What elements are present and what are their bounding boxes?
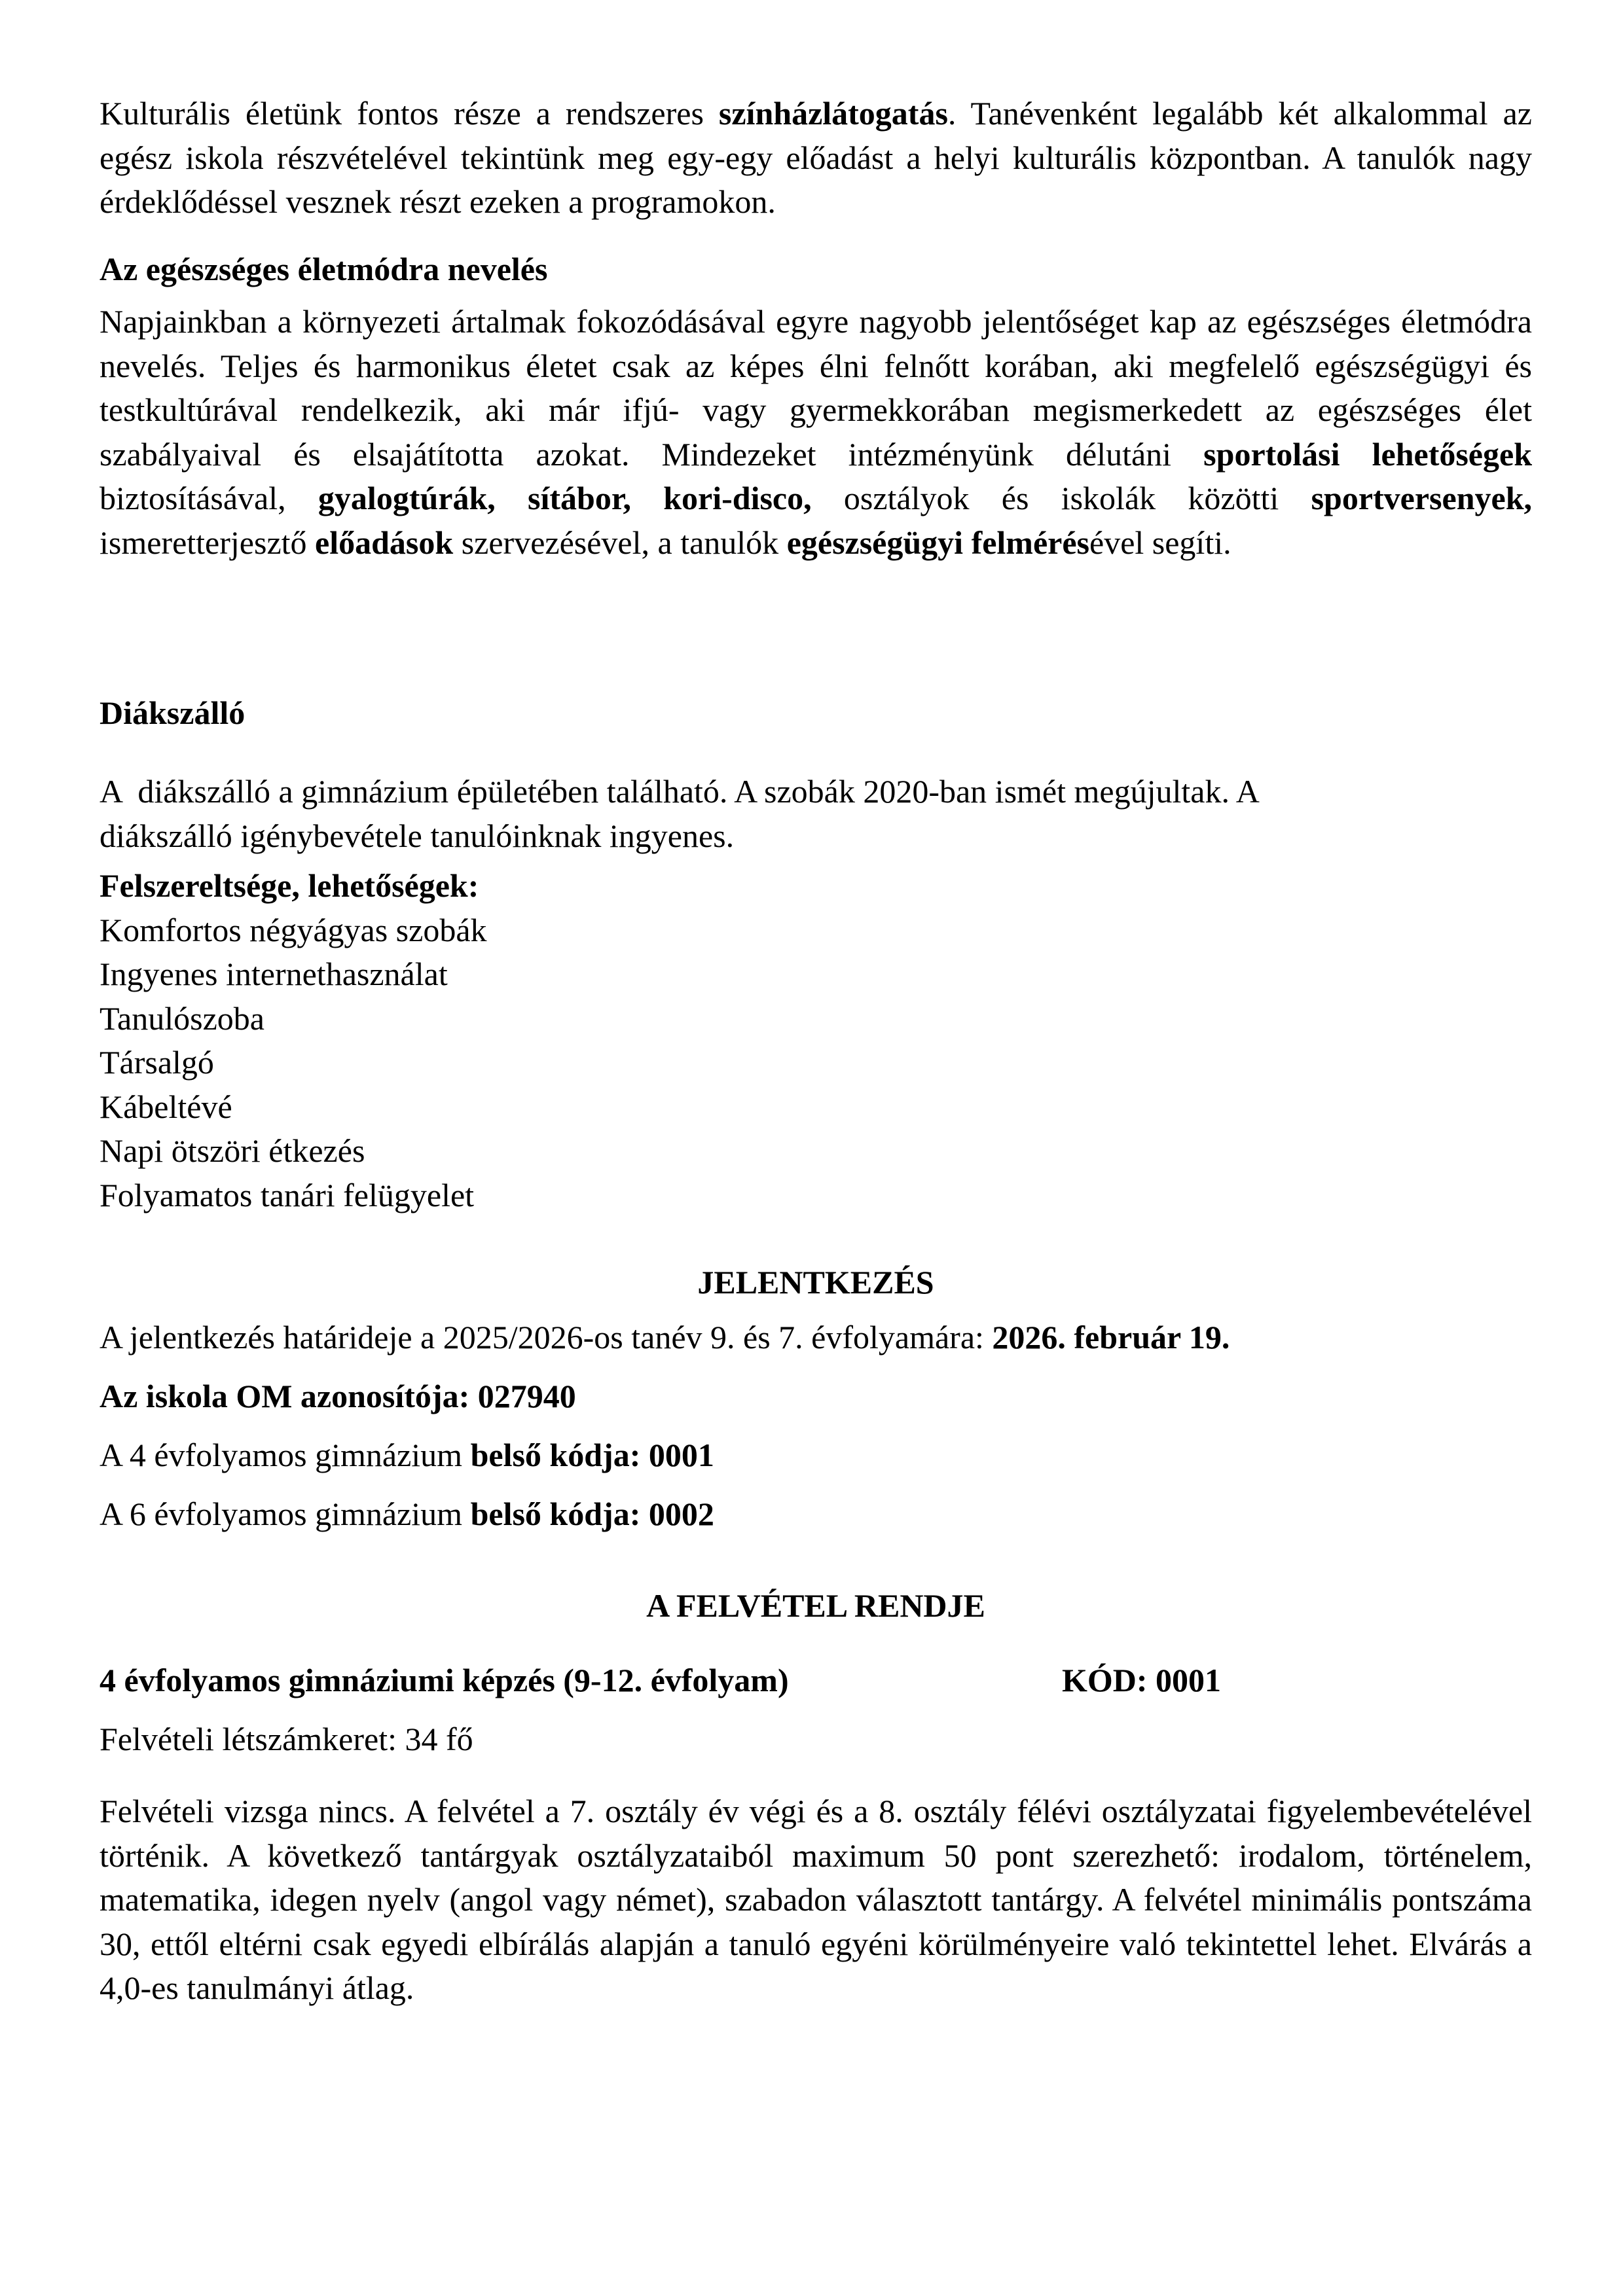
amenity-item: Társalgó bbox=[100, 1044, 214, 1081]
deadline-date: 2026. február 19. bbox=[992, 1319, 1230, 1355]
internal-code-4-year bbox=[100, 1433, 1532, 1478]
internal-code-6-year bbox=[100, 1492, 1532, 1537]
theatre-paragraph bbox=[100, 92, 1532, 224]
amenity-item: Ingyenes internethasználat bbox=[100, 956, 448, 992]
text-run: Kulturális életünk fontos része a rendszeres bbox=[100, 95, 719, 132]
text-run: Napjainkban a környezeti ártalmak fokozódásával egyre nagyobb jelentőséget kap az egészséges életmódra nevelés. Teljes és harmonikus életet csak az képes élni felnőtt korában, aki megfelelő egészségügyi és testkultúrával rendelkezik, aki már ifjú- vagy gyermekkorában megismerkedett az egészséges élet szabályaival és elsajátította azokat. Mindezeket intézményünk délutáni bbox=[100, 303, 1532, 473]
admission-paragraph: Felvételi vizsga nincs. A felvétel a 7. osztály év végi és a 8. osztály félévi osztályzatai figyelembevételével történik. A következő tantárgyak osztályzataiból maximum 50 pont szerezhető: irodalom, történelem, matematika, idegen nyelv (angol vagy német), szabadon választott tantárgy. A felvétel minimális pontszáma 30, ettől eltérni csak egyedi elbírálás alapján a tanuló egyéni körülményeire való tekintettel lehet. Elvárás a 4,0-es tanulmányi átlag. bbox=[100, 1793, 1532, 2006]
bold-text-run: egészségügyi felmérés bbox=[786, 524, 1089, 561]
deadline-text: A jelentkezés határideje a 2025/2026-os tanév 9. és 7. évfolyamára: bbox=[100, 1319, 993, 1355]
program-title-row bbox=[100, 1659, 1532, 1703]
internal-code-6-prefix: A 6 évfolyamos gimnázium bbox=[100, 1496, 471, 1532]
health-paragraph bbox=[100, 300, 1532, 565]
bold-text-run: előadások bbox=[315, 524, 454, 561]
text-run: biztosításával, bbox=[100, 480, 318, 516]
amenity-item: Folyamatos tanári felügyelet bbox=[100, 1176, 475, 1213]
bold-text-run: sportolási lehetőségek bbox=[1203, 435, 1532, 473]
admission-heading: A FELVÉTEL RENDJE bbox=[646, 1587, 985, 1624]
application-heading: JELENTKEZÉS bbox=[697, 1264, 934, 1300]
application-deadline bbox=[100, 1316, 1532, 1360]
bold-text-run: gyalogtúrák, sítábor, kori-disco, bbox=[318, 480, 812, 516]
amenity-item: Napi ötszöri étkezés bbox=[100, 1132, 365, 1169]
internal-code-6-label: belső kódja: 0002 bbox=[470, 1496, 714, 1532]
health-heading: Az egészséges életmódra nevelés bbox=[100, 251, 548, 287]
amenity-item: Kábeltévé bbox=[100, 1088, 232, 1125]
text-run: szervezésével, a tanulók bbox=[453, 524, 787, 561]
amenities-heading: Felszereltsége, lehetőségek: bbox=[100, 867, 479, 904]
program-title: 4 évfolyamos gimnáziumi képzés (9-12. évfolyam) bbox=[100, 1662, 789, 1698]
amenity-item: Tanulószoba bbox=[100, 999, 264, 1037]
text-run: ével segíti. bbox=[1089, 524, 1231, 561]
text-run: ismeretterjesztő bbox=[100, 524, 316, 561]
bold-text-run: színházlátogatás bbox=[718, 95, 948, 132]
om-identifier: Az iskola OM azonosítója: 027940 bbox=[100, 1378, 576, 1414]
dormitory-heading: Diákszálló bbox=[100, 694, 246, 731]
document-page bbox=[100, 92, 1533, 2006]
dormitory-paragraph: A diákszálló a gimnázium épületében található. A szobák 2020-ban ismét megújultak. A diákszálló igénybevétele tanulóinknak ingyenes. bbox=[100, 773, 1266, 854]
admission-capacity: Felvételi létszámkeret: 34 fő bbox=[100, 1721, 473, 1757]
program-code: KÓD: 0001 bbox=[1062, 1662, 1222, 1698]
amenity-item: Komfortos négyágyas szobák bbox=[100, 911, 487, 948]
bold-text-run: sportversenyek, bbox=[1311, 480, 1533, 516]
text-run: osztályok és iskolák közötti bbox=[811, 480, 1311, 516]
text-run: . Tanévenként legalább két alkalommal az egész iskola részvételével tekintünk meg egy-egy előadást a helyi kulturális központban. A tanulók nagy érdeklődéssel vesznek részt ezeken a programokon. bbox=[100, 95, 1532, 220]
amenities-list bbox=[100, 908, 1532, 1218]
internal-code-4-label: belső kódja: 0001 bbox=[470, 1437, 714, 1473]
internal-code-4-prefix: A 4 évfolyamos gimnázium bbox=[100, 1437, 471, 1473]
